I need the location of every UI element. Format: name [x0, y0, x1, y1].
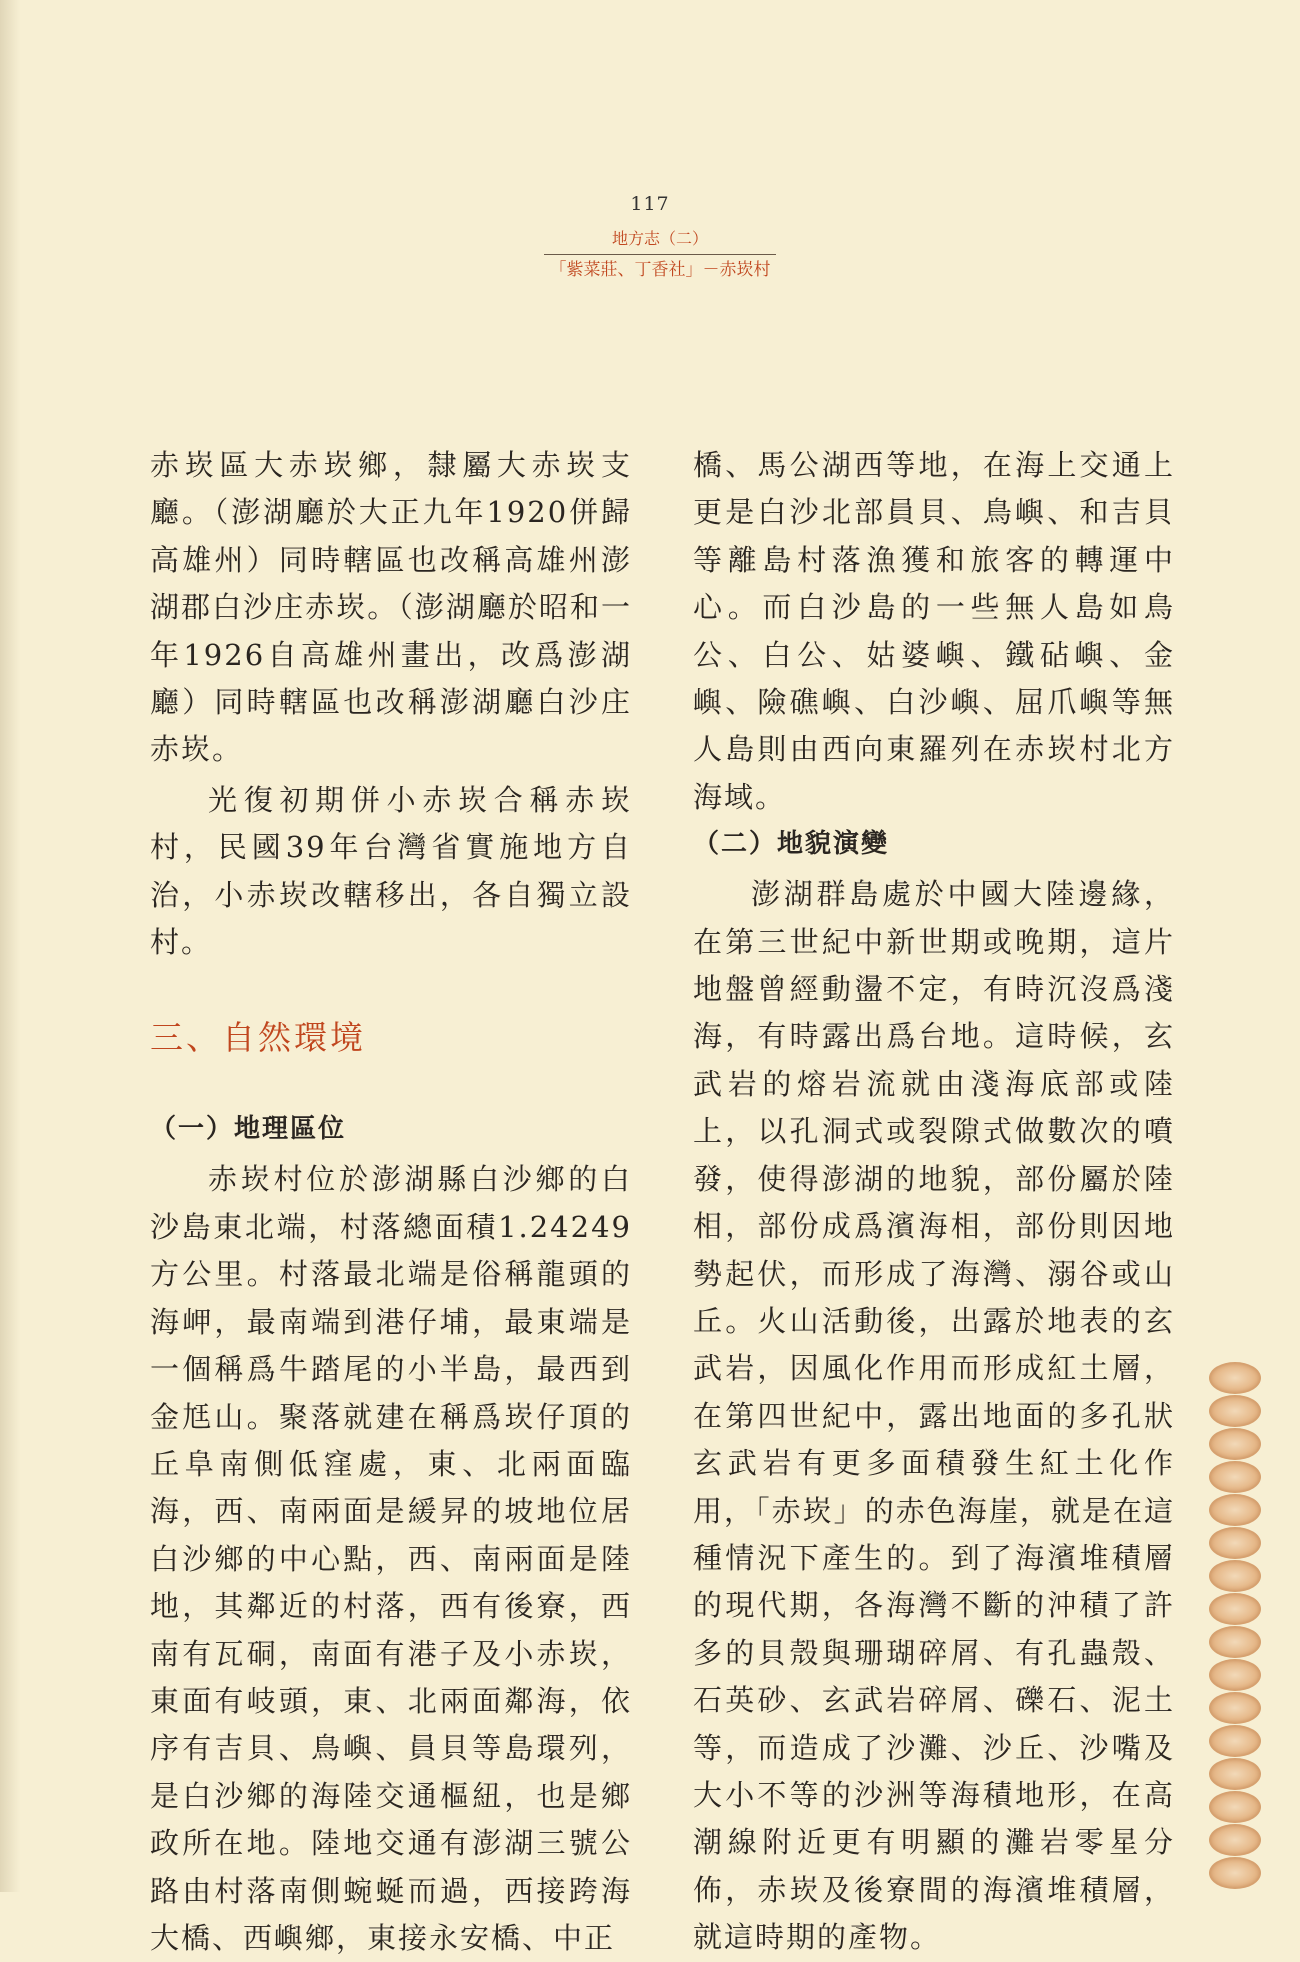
section-title: 三、自然環境	[150, 1018, 366, 1058]
left-paragraph-1: 赤崁區大赤崁鄉，隸屬大赤崁支廳。（澎湖廳於大正九年1920併歸高雄州）同時轄區也改稱高雄州澎湖郡白沙庄赤崁。（澎湖廳於昭和一年1926自高雄州畫出，改爲澎湖廳）同時轄區也改稱澎湖廳白沙庄赤崁。	[150, 448, 632, 767]
coin-ornament	[1209, 1791, 1261, 1823]
coin-stack-ornament	[1206, 1362, 1264, 1890]
coin-ornament	[1209, 1857, 1261, 1889]
left-paragraph-3: 赤崁村位於澎湖縣白沙鄉的白沙島東北端，村落總面積1.24249方公里。村落最北端是俗稱龍頭的海岬，最南端到港仔埔，最東端是一個稱爲牛踏尾的小半島，最西到金尪山。聚落就建在稱爲崁仔頂的丘阜南側低窪處，東、北兩面臨海，西、南兩面是緩昇的坡地位居白沙鄉的中心點，西、南兩面是陸地，其鄰近的村落，西有後寮，西南有瓦硐，南面有港子及小赤崁，東面有岐頭，東、北兩面鄰海，依序有吉貝、鳥嶼、員貝等島環列，是白沙鄉的海陸交通樞紐，也是鄉政所在地。陸地交通有澎湖三號公路由村落南側蜿蜒而過，西接跨海大橋、西嶼鄉，東接永安橋、中正	[150, 1162, 632, 1955]
subsection-title-location: （一）地理區位	[150, 1114, 347, 1145]
page-binding-shadow	[0, 0, 20, 1892]
running-head	[540, 228, 780, 282]
right-paragraph-2: 澎湖群島處於中國大陸邊緣，在第三世紀中新世期或晚期，這片地盤曾經動盪不定，有時沉沒爲淺海，有時露出爲台地。這時候，玄武岩的熔岩流就由淺海底部或陸上，以孔洞式或裂隙式做數次的噴發，使得澎湖的地貌，部份屬於陸相，部份成爲濱海相，部份則因地勢起伏，而形成了海灣、溺谷或山丘。火山活動後，出露於地表的玄武岩，因風化作用而形成紅土層，在第四世紀中，露出地面的多孔狀玄武岩有更多面積發生紅土化作用，「赤崁」的赤色海崖，就是在這種情況下產生的。到了海濱堆積層的現代期，各海灣不斷的沖積了許多的貝殼與珊瑚碎屑、有孔蟲殼、石英砂、玄武岩碎屑、礫石、泥土等，而造成了沙灘、沙丘、沙嘴及大小不等的沙洲等海積地形，在高潮線附近更有明顯的灘岩零星分佈，赤崁及後寮間的海濱堆積層，就這時期的產物。	[693, 877, 1175, 1955]
left-paragraph-2: 光復初期併小赤崁合稱赤崁村，民國39年台灣省實施地方自治，小赤崁改轄移出，各自獨立設村。	[150, 782, 632, 960]
coin-ornament	[1209, 1362, 1261, 1394]
coin-ornament	[1209, 1758, 1261, 1790]
left-column	[150, 442, 632, 1962]
right-column	[693, 442, 1175, 1962]
coin-ornament	[1209, 1692, 1261, 1724]
coin-ornament	[1209, 1527, 1261, 1559]
running-head-series: 地方志（二）	[611, 229, 708, 248]
subsection-title-landform: （二）地貌演變	[693, 829, 890, 860]
coin-ornament	[1209, 1593, 1261, 1625]
coin-ornament	[1209, 1626, 1261, 1658]
page-number: 117	[630, 193, 670, 215]
coin-ornament	[1209, 1461, 1261, 1493]
coin-ornament	[1209, 1560, 1261, 1592]
running-head-chapter: 「紫菜莊、丁香社」－赤崁村	[549, 260, 771, 280]
coin-ornament	[1209, 1725, 1261, 1757]
coin-ornament	[1209, 1659, 1261, 1691]
coin-ornament	[1209, 1395, 1261, 1427]
coin-ornament	[1209, 1428, 1261, 1460]
coin-ornament	[1209, 1824, 1261, 1856]
coin-ornament	[1209, 1494, 1261, 1526]
right-paragraph-1: 橋、馬公湖西等地，在海上交通上更是白沙北部員貝、鳥嶼、和吉貝等離島村落漁獲和旅客的轉運中心。而白沙島的一些無人島如鳥公、白公、姑婆嶼、鐵砧嶼、金嶼、險礁嶼、白沙嶼、屈爪嶼等無人島則由西向東羅列在赤崁村北方海域。	[693, 448, 1175, 814]
